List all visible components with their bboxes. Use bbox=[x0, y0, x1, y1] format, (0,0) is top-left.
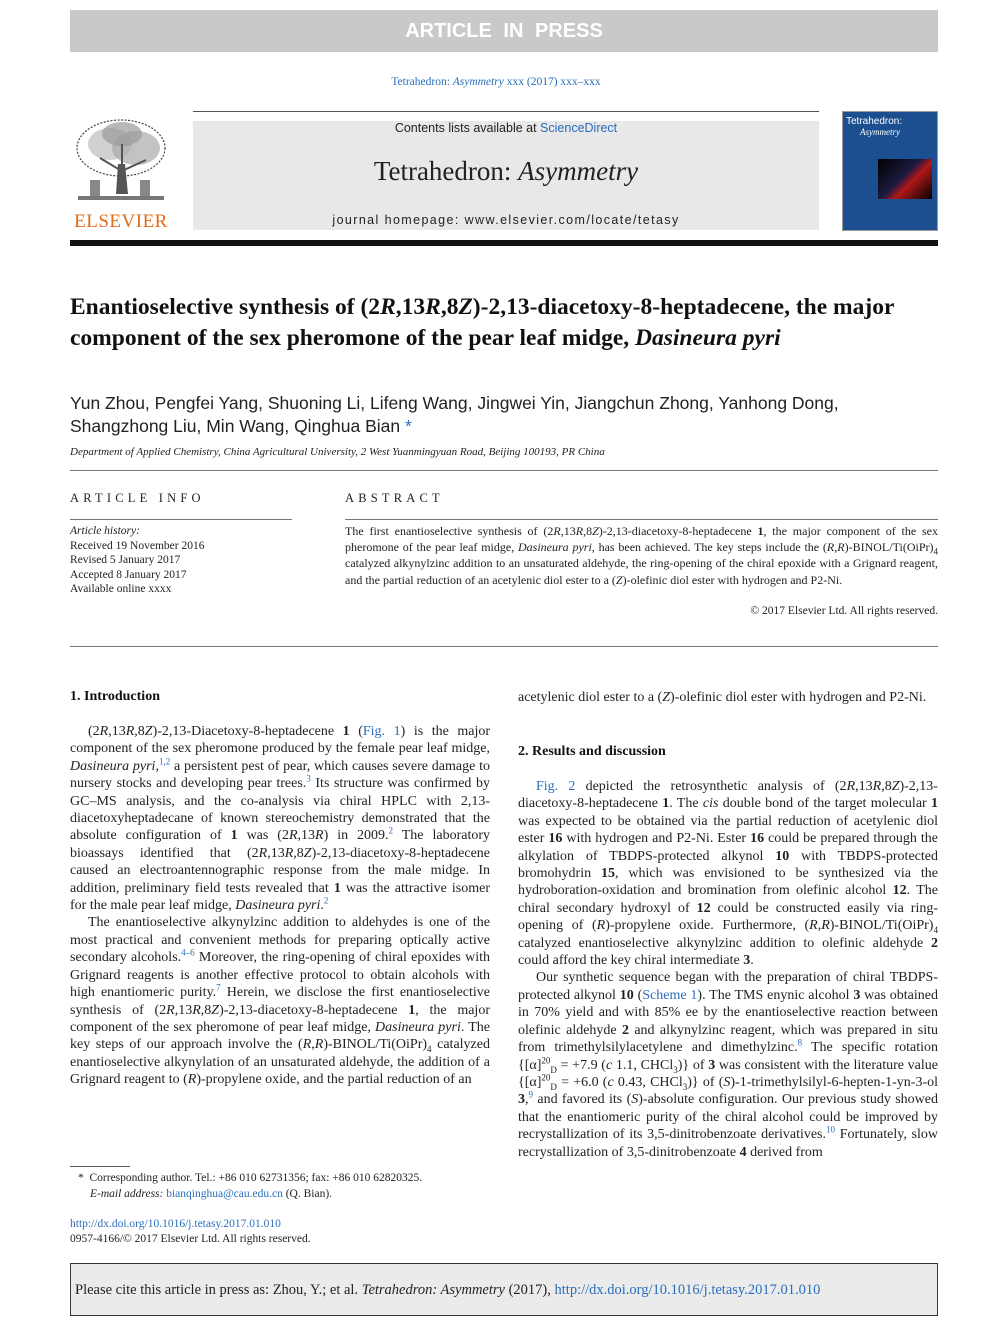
results-body: Fig. 2 depicted the retrosynthetic analysis of (2R,13R,8Z)-2,13-diacetoxy-8-heptadecene 1. The cis double bond of the target molecular 1 was expected to be obtained via the partial reduction of acetylenic diol ester 16 with hydrogen and P2-Ni. Ester 16 could be prepared through the alkylation of TBDPS-protected alkynol 10 with TBDPS-protected bromohydrin 15, which was envisioned to be synthesized via the hydroboration-oxidation and bromination from olefinic alcohol 12. The chiral secondary hydroxyl of 12 could be constructed easily via ring-opening of (R)-propylene oxide. Furthermore, $(R,R)-BINOL/Ti(OiPr)_4$ catalyzed enantioselective alkynylzinc addition to olefinic aldehyde 2 could afford the key chiral intermediate 3. Our synthetic sequence began with the preparation of chiral TBDPS-protected alkynol 10 (Scheme 1). The TMS enynic alcohol 3 was obtained in 70% yield and with 85% ee by the enantioselective reaction between olefinic aldehyde 2 and alkynylzinc reagent, which was prepared in situ from trimethylsilylacetylene and dimethylzinc.$^8$ The specific rotation {$[\alpha]^{20}_D = +7.9$ (c 1.1, CHCl$_3$)} of 3 was consistent with the literature value {$[\alpha]^{20}_D = +6.0$ (c 0.43, CHCl$_3$)} of (S)-1-trimethylsilyl-6-hepten-1-yn-3-ol 3,$^9$ and favored its (S)-absolute configuration. Our previous study showed that the enantiomeric purity of the chiral alcohol could be improved by recrystallization of its 3,5-dinitrobenzoate derivatives.$^{10}$ Fortunately, slow recrystallization of 3,5-dinitrobenzoate 4 derived from bbox=[518, 779, 939, 1160]
elsevier-wordmark: ELSEVIER bbox=[74, 211, 168, 232]
corresponding-author-mark[interactable]: * bbox=[405, 416, 412, 436]
abstract-heading: ABSTRACT bbox=[345, 491, 444, 505]
fig1-link[interactable]: Fig. 1 bbox=[362, 724, 401, 739]
header-top-rule bbox=[193, 111, 819, 112]
cover-graphic bbox=[878, 159, 932, 199]
fig2-link[interactable]: Fig. 2 bbox=[536, 779, 576, 794]
journal-title: Tetrahedron: Asymmetry bbox=[373, 156, 639, 186]
author-list: Yun Zhou, Pengfei Yang, Shuoning Li, Lifeng Wang, Jingwei Yin, Jiangchun Zhong, Yanhong Dong, Shangzhong Liu, Min Wang, Qinghua Bian * bbox=[70, 393, 839, 436]
affiliation-rule bbox=[70, 470, 938, 471]
abstract-rule bbox=[345, 519, 938, 520]
article-history: Article history: Received 19 November 2016 Revised 5 January 2017 Accepted 8 January 2017 Available online xxxx bbox=[70, 525, 205, 595]
scheme1-link[interactable]: Scheme 1 bbox=[642, 987, 698, 1003]
article-title: Enantioselective synthesis of (2R,13R,8Z)-2,13-diacetoxy-8-heptadecene, the major component of the sex pheromone of the pear leaf midge, Dasineura pyri bbox=[70, 294, 894, 351]
abstract-body: The first enantioselective synthesis of (2R,13R,8Z)-2,13-diacetoxy-8-heptadecene 1, the major component of the sex pheromone of the pear leaf midge, Dasineura pyri, has been achieved. The key steps include the $(R,R)-BINOL/Ti(OiPr)_4$ catalyzed alkynylzinc addition to an unsaturated aldehyde, the ring-opening of the chiral epoxide with a Grignard reagent, and the partial reduction of an acetylenic diol ester to a (Z)-olefinic diol ester with hydrogen and P2-Ni. bbox=[345, 524, 939, 587]
introduction-body: (2R,13R,8Z)-2,13-Diacetoxy-8-heptadecene 1 (Fig. 1) is the major component of the sex pheromone produced by the female pear leaf midge, Dasineura pyri,$^{1,2}$ a persistent pest of pear, which causes severe damage to nursery stocks and developing pear trees.$^3$ Its structure was confirmed by GC–MS analysis, and the co-analysis via chiral HPLC with 2,13-diacetoxyheptadecane of known stereochemistry demonstrated that the absolute configuration of 1 was (2R,13R) in 2009.$^2$ The laboratory bioassays identified that (2R,13R,8Z)-2,13-diacetoxy-8-heptadecene caused an electroantennographic response from the male midge. In addition, preliminary field tests revealed that 1 was the attractive isomer for the male pear leaf midge, Dasineura pyri.$^2$ The enantioselective alkynylzinc addition to aldehydes is one of the most practical and convenient methods for preparing optically active secondary alcohols.$^{4-6}$ Moreover, the ring-opening of chiral epoxides with Grignard reagents is another effective protocol to obtain alcohols with high enantiomeric purity.$^7$ Herein, we disclose the first enantioselective synthesis of (2R,13R,8Z)-2,13-diacetoxy-8-heptadecene 1, the major component of the sex pheromone of pear leaf midge, Dasineura pyri. The key steps of our approach involve the $(R,R)-BINOL/Ti(OiPr)_4$ catalyzed enantioselective alkynylation of an unsaturated aldehyde, the addition of a Grignard reagent to (R)-propylene oxide, and the partial reduction of an bbox=[70, 724, 491, 1088]
affiliation: Department of Applied Chemistry, China Agricultural University, 2 West Yuanmingyuan Road, Beijing 100193, PR China bbox=[70, 446, 605, 458]
header-thick-rule bbox=[70, 240, 938, 246]
article-in-press-banner: ARTICLE IN PRESS bbox=[70, 10, 938, 52]
doi-link[interactable]: http://dx.doi.org/10.1016/j.tetasy.2017.01.010 bbox=[70, 1218, 281, 1230]
contents-line: Contents lists available at ScienceDirect bbox=[394, 121, 618, 135]
footnote-rule bbox=[70, 1166, 130, 1167]
journal-homepage[interactable]: journal homepage: www.elsevier.com/locate/tetasy bbox=[332, 213, 680, 227]
introduction-continued: acetylenic diol ester to a (Z)-olefinic diol ester with hydrogen and P2-Ni. bbox=[518, 690, 927, 705]
results-heading: 2. Results and discussion bbox=[518, 744, 666, 759]
citation-box: Please cite this article in press as: Zhou, Y.; et al. Tetrahedron: Asymmetry (2017), http://dx.doi.org/10.1016/j.tetasy.2017.01.010 bbox=[70, 1263, 938, 1316]
footnote: * Corresponding author. Tel.: +86 010 62731356; fax: +86 010 62820325. E-mail address: bianqinghua@cau.edu.cn (Q. Bian). bbox=[78, 1172, 423, 1200]
email-link[interactable]: bianqinghua@cau.edu.cn bbox=[166, 1188, 283, 1200]
introduction-heading: 1. Introduction bbox=[70, 689, 160, 704]
abstract-copyright: © 2017 Elsevier Ltd. All rights reserved. bbox=[750, 605, 938, 617]
cover-subtitle: Asymmetry bbox=[860, 127, 900, 137]
sciencedirect-link[interactable]: ScienceDirect bbox=[540, 121, 618, 135]
abstract-bottom-rule bbox=[70, 646, 938, 647]
citation-doi-link[interactable]: http://dx.doi.org/10.1016/j.tetasy.2017.01.010 bbox=[554, 1282, 821, 1298]
article-info-heading: ARTICLE INFO bbox=[70, 491, 205, 505]
article-info-rule bbox=[70, 519, 292, 520]
doi-block: http://dx.doi.org/10.1016/j.tetasy.2017.01.010 0957-4166/© 2017 Elsevier Ltd. All rights reserved. bbox=[70, 1217, 540, 1246]
cover-title: Tetrahedron: bbox=[846, 116, 903, 127]
journal-reference[interactable]: Tetrahedron: Asymmetry xxx (2017) xxx–xxx bbox=[391, 76, 601, 88]
